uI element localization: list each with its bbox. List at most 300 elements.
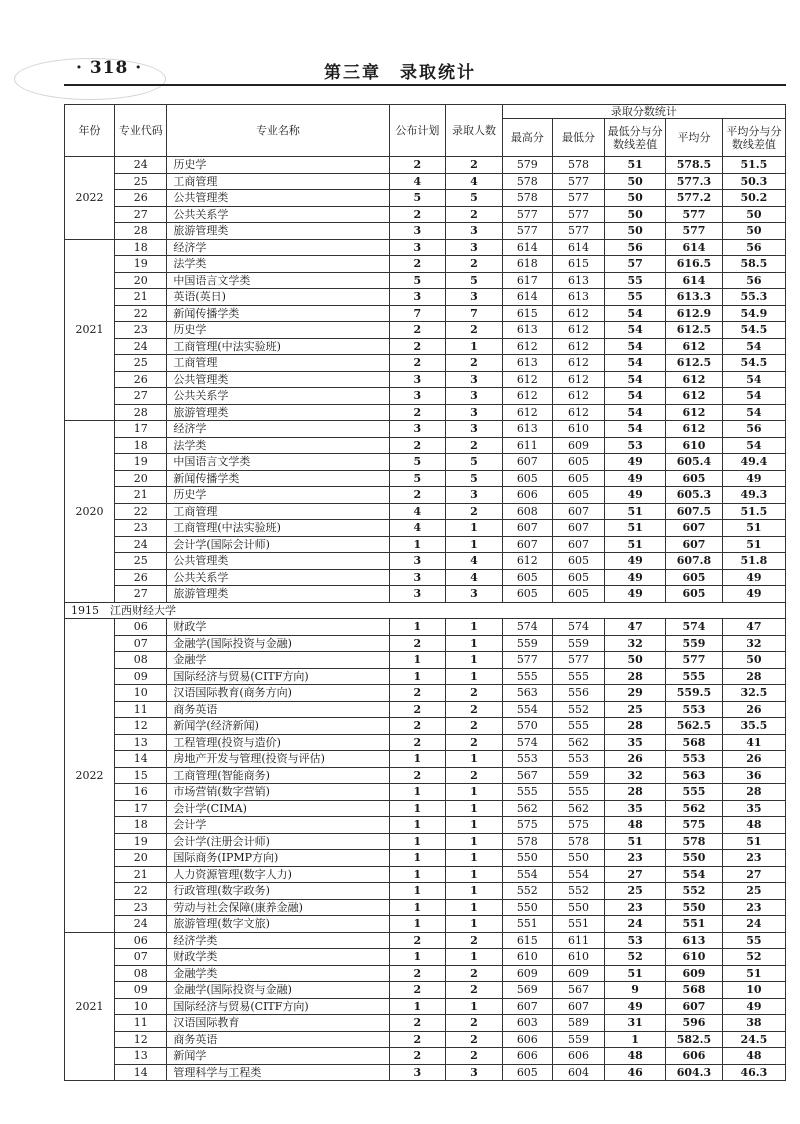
- admitted-cell: 1: [446, 338, 503, 355]
- header-year: 年份: [65, 105, 115, 157]
- max-cell: 614: [502, 289, 552, 306]
- avg-diff-cell: 58.5: [722, 256, 785, 273]
- plan-cell: 3: [389, 388, 446, 405]
- plan-cell: 1: [389, 883, 446, 900]
- plan-cell: 5: [389, 470, 446, 487]
- min-diff-cell: 50: [605, 223, 666, 240]
- header-code: 专业代码: [115, 105, 167, 157]
- min-cell: 574: [552, 619, 604, 636]
- code-cell: 18: [115, 817, 167, 834]
- max-cell: 612: [502, 553, 552, 570]
- admitted-cell: 2: [446, 767, 503, 784]
- min-cell: 605: [552, 454, 604, 471]
- avg-cell: 605: [666, 470, 723, 487]
- min-cell: 607: [552, 536, 604, 553]
- avg-cell: 607: [666, 520, 723, 537]
- avg-diff-cell: 56: [722, 272, 785, 289]
- table-row: [65, 1048, 786, 1065]
- max-cell: 554: [502, 701, 552, 718]
- plan-cell: 1: [389, 536, 446, 553]
- major-cell: 会计学(CIMA): [167, 800, 389, 817]
- code-cell: 20: [115, 470, 167, 487]
- admitted-cell: 3: [446, 421, 503, 438]
- min-cell: 605: [552, 586, 604, 603]
- code-cell: 08: [115, 652, 167, 669]
- avg-cell: 612: [666, 404, 723, 421]
- min-diff-cell: 1: [605, 1031, 666, 1048]
- max-cell: 613: [502, 322, 552, 339]
- code-cell: 12: [115, 1031, 167, 1048]
- header-row-1: [65, 105, 786, 119]
- avg-diff-cell: 48: [722, 817, 785, 834]
- table-row: [65, 899, 786, 916]
- plan-cell: 3: [389, 371, 446, 388]
- max-cell: 555: [502, 668, 552, 685]
- major-cell: 行政管理(数字政务): [167, 883, 389, 900]
- code-cell: 24: [115, 916, 167, 933]
- code-cell: 11: [115, 701, 167, 718]
- admitted-cell: 1: [446, 866, 503, 883]
- admitted-cell: 1: [446, 652, 503, 669]
- avg-diff-cell: 49.4: [722, 454, 785, 471]
- table-body-part-2: [65, 619, 786, 1081]
- major-cell: 旅游管理类: [167, 404, 389, 421]
- min-cell: 555: [552, 718, 604, 735]
- min-cell: 615: [552, 256, 604, 273]
- min-diff-cell: 23: [605, 850, 666, 867]
- min-diff-cell: 51: [605, 520, 666, 537]
- max-cell: 617: [502, 272, 552, 289]
- min-diff-cell: 54: [605, 338, 666, 355]
- avg-cell: 607.5: [666, 503, 723, 520]
- code-cell: 26: [115, 371, 167, 388]
- plan-cell: 5: [389, 272, 446, 289]
- table-row: [65, 916, 786, 933]
- avg-diff-cell: 10: [722, 982, 785, 999]
- plan-cell: 3: [389, 289, 446, 306]
- avg-cell: 552: [666, 883, 723, 900]
- table-row: [65, 751, 786, 768]
- major-cell: 工商管理: [167, 355, 389, 372]
- max-cell: 578: [502, 173, 552, 190]
- avg-cell: 568: [666, 734, 723, 751]
- major-cell: 会计学(国际会计师): [167, 536, 389, 553]
- code-cell: 07: [115, 949, 167, 966]
- min-diff-cell: 51: [605, 536, 666, 553]
- avg-cell: 612.5: [666, 355, 723, 372]
- avg-diff-cell: 51: [722, 536, 785, 553]
- code-cell: 09: [115, 982, 167, 999]
- plan-cell: 2: [389, 1031, 446, 1048]
- avg-cell: 550: [666, 850, 723, 867]
- min-diff-cell: 55: [605, 272, 666, 289]
- major-cell: 商务英语: [167, 1031, 389, 1048]
- min-diff-cell: 54: [605, 305, 666, 322]
- avg-diff-cell: 50: [722, 223, 785, 240]
- table-row: [65, 503, 786, 520]
- code-cell: 27: [115, 206, 167, 223]
- table-row: [65, 322, 786, 339]
- year-cell: 2022: [65, 157, 115, 240]
- table-row: [65, 817, 786, 834]
- min-cell: 610: [552, 949, 604, 966]
- header-min-diff: 最低分与分数线差值: [605, 119, 666, 157]
- code-cell: 10: [115, 685, 167, 702]
- min-diff-cell: 56: [605, 239, 666, 256]
- min-diff-cell: 46: [605, 1064, 666, 1081]
- major-cell: 汉语国际教育: [167, 1015, 389, 1032]
- min-diff-cell: 54: [605, 421, 666, 438]
- min-diff-cell: 51: [605, 503, 666, 520]
- table-row: [65, 272, 786, 289]
- year-cell: 2020: [65, 421, 115, 603]
- min-diff-cell: 28: [605, 668, 666, 685]
- table-row: [65, 784, 786, 801]
- table-row: [65, 701, 786, 718]
- min-diff-cell: 50: [605, 190, 666, 207]
- major-cell: 历史学: [167, 487, 389, 504]
- avg-diff-cell: 46.3: [722, 1064, 785, 1081]
- min-cell: 605: [552, 553, 604, 570]
- max-cell: 605: [502, 586, 552, 603]
- table-row: [65, 586, 786, 603]
- avg-cell: 575: [666, 817, 723, 834]
- max-cell: 577: [502, 652, 552, 669]
- max-cell: 579: [502, 157, 552, 174]
- avg-diff-cell: 49: [722, 569, 785, 586]
- min-diff-cell: 26: [605, 751, 666, 768]
- min-cell: 575: [552, 817, 604, 834]
- major-cell: 工商管理(中法实验班): [167, 338, 389, 355]
- min-diff-cell: 48: [605, 817, 666, 834]
- min-diff-cell: 50: [605, 206, 666, 223]
- avg-cell: 612: [666, 388, 723, 405]
- header-admitted: 录取人数: [446, 105, 503, 157]
- table-row: [65, 239, 786, 256]
- code-cell: 28: [115, 223, 167, 240]
- major-cell: 管理科学与工程类: [167, 1064, 389, 1081]
- max-cell: 559: [502, 635, 552, 652]
- plan-cell: 1: [389, 916, 446, 933]
- avg-cell: 605: [666, 569, 723, 586]
- avg-cell: 613: [666, 932, 723, 949]
- avg-diff-cell: 49.3: [722, 487, 785, 504]
- plan-cell: 1: [389, 619, 446, 636]
- plan-cell: 2: [389, 718, 446, 735]
- avg-diff-cell: 24: [722, 916, 785, 933]
- code-cell: 26: [115, 190, 167, 207]
- admitted-cell: 4: [446, 569, 503, 586]
- min-cell: 611: [552, 932, 604, 949]
- chapter-title: 第三章 录取统计: [324, 63, 476, 83]
- code-cell: 24: [115, 536, 167, 553]
- max-cell: 612: [502, 338, 552, 355]
- code-cell: 20: [115, 850, 167, 867]
- min-diff-cell: 49: [605, 586, 666, 603]
- code-cell: 12: [115, 718, 167, 735]
- plan-cell: 5: [389, 190, 446, 207]
- code-cell: 19: [115, 256, 167, 273]
- max-cell: 577: [502, 206, 552, 223]
- min-cell: 578: [552, 157, 604, 174]
- min-diff-cell: 53: [605, 437, 666, 454]
- major-cell: 房地产开发与管理(投资与评估): [167, 751, 389, 768]
- avg-cell: 553: [666, 701, 723, 718]
- table-row: [65, 157, 786, 174]
- min-cell: 612: [552, 338, 604, 355]
- admitted-cell: 5: [446, 454, 503, 471]
- min-cell: 559: [552, 1031, 604, 1048]
- avg-diff-cell: 26: [722, 751, 785, 768]
- code-cell: 17: [115, 421, 167, 438]
- avg-diff-cell: 54: [722, 437, 785, 454]
- header-major: 专业名称: [167, 105, 389, 157]
- institution-row: [65, 602, 786, 619]
- admitted-cell: 1: [446, 635, 503, 652]
- max-cell: 608: [502, 503, 552, 520]
- code-cell: 21: [115, 487, 167, 504]
- min-diff-cell: 24: [605, 916, 666, 933]
- plan-cell: 2: [389, 256, 446, 273]
- table-row: [65, 256, 786, 273]
- code-cell: 09: [115, 668, 167, 685]
- table-row: [65, 355, 786, 372]
- min-diff-cell: 55: [605, 289, 666, 306]
- avg-cell: 612: [666, 421, 723, 438]
- avg-diff-cell: 54: [722, 388, 785, 405]
- avg-diff-cell: 56: [722, 239, 785, 256]
- admitted-cell: 3: [446, 388, 503, 405]
- min-cell: 578: [552, 833, 604, 850]
- code-cell: 22: [115, 305, 167, 322]
- plan-cell: 2: [389, 437, 446, 454]
- table-row: [65, 454, 786, 471]
- code-cell: 13: [115, 734, 167, 751]
- admitted-cell: 2: [446, 437, 503, 454]
- table-row: [65, 982, 786, 999]
- code-cell: 13: [115, 1048, 167, 1065]
- min-diff-cell: 49: [605, 454, 666, 471]
- avg-cell: 577: [666, 652, 723, 669]
- table-row: [65, 223, 786, 240]
- avg-cell: 563: [666, 767, 723, 784]
- admitted-cell: 2: [446, 355, 503, 372]
- avg-cell: 578.5: [666, 157, 723, 174]
- avg-cell: 577.3: [666, 173, 723, 190]
- table-row: [65, 190, 786, 207]
- table-row: [65, 998, 786, 1015]
- avg-diff-cell: 35.5: [722, 718, 785, 735]
- major-cell: 财政学类: [167, 949, 389, 966]
- major-cell: 新闻传播学类: [167, 305, 389, 322]
- header-min: 最低分: [552, 119, 604, 157]
- code-cell: 25: [115, 553, 167, 570]
- max-cell: 562: [502, 800, 552, 817]
- plan-cell: 4: [389, 173, 446, 190]
- admitted-cell: 1: [446, 916, 503, 933]
- max-cell: 605: [502, 569, 552, 586]
- min-cell: 607: [552, 503, 604, 520]
- table-row: [65, 850, 786, 867]
- avg-cell: 559.5: [666, 685, 723, 702]
- admitted-cell: 1: [446, 883, 503, 900]
- min-diff-cell: 35: [605, 800, 666, 817]
- year-cell: 2022: [65, 619, 115, 933]
- admitted-cell: 2: [446, 1048, 503, 1065]
- min-cell: 577: [552, 190, 604, 207]
- avg-diff-cell: 51.8: [722, 553, 785, 570]
- major-cell: 会计学: [167, 817, 389, 834]
- max-cell: 574: [502, 619, 552, 636]
- plan-cell: 4: [389, 503, 446, 520]
- admitted-cell: 5: [446, 470, 503, 487]
- table-row: [65, 833, 786, 850]
- avg-cell: 604.3: [666, 1064, 723, 1081]
- table-row: [65, 619, 786, 636]
- admitted-cell: 2: [446, 322, 503, 339]
- max-cell: 605: [502, 470, 552, 487]
- plan-cell: 2: [389, 685, 446, 702]
- major-cell: 公共管理类: [167, 553, 389, 570]
- admitted-cell: 3: [446, 223, 503, 240]
- max-cell: 615: [502, 305, 552, 322]
- plan-cell: 2: [389, 767, 446, 784]
- table-row: [65, 437, 786, 454]
- plan-cell: 1: [389, 949, 446, 966]
- admitted-cell: 2: [446, 1031, 503, 1048]
- admitted-cell: 1: [446, 800, 503, 817]
- min-cell: 559: [552, 635, 604, 652]
- code-cell: 17: [115, 800, 167, 817]
- admitted-cell: 1: [446, 520, 503, 537]
- admitted-cell: 1: [446, 817, 503, 834]
- avg-cell: 562: [666, 800, 723, 817]
- min-diff-cell: 53: [605, 932, 666, 949]
- avg-diff-cell: 27: [722, 866, 785, 883]
- plan-cell: 2: [389, 487, 446, 504]
- plan-cell: 1: [389, 866, 446, 883]
- min-cell: 554: [552, 866, 604, 883]
- min-diff-cell: 54: [605, 388, 666, 405]
- admission-score-table: [64, 104, 786, 1081]
- avg-cell: 577: [666, 223, 723, 240]
- admitted-cell: 2: [446, 157, 503, 174]
- avg-cell: 577: [666, 206, 723, 223]
- major-cell: 汉语国际教育(商务方向): [167, 685, 389, 702]
- max-cell: 574: [502, 734, 552, 751]
- avg-cell: 609: [666, 965, 723, 982]
- major-cell: 金融学类: [167, 965, 389, 982]
- avg-diff-cell: 28: [722, 784, 785, 801]
- avg-diff-cell: 24.5: [722, 1031, 785, 1048]
- admitted-cell: 5: [446, 190, 503, 207]
- plan-cell: 1: [389, 784, 446, 801]
- major-cell: 市场营销(数字营销): [167, 784, 389, 801]
- avg-cell: 613.3: [666, 289, 723, 306]
- code-cell: 07: [115, 635, 167, 652]
- table-row: [65, 685, 786, 702]
- avg-cell: 596: [666, 1015, 723, 1032]
- avg-diff-cell: 56: [722, 421, 785, 438]
- major-cell: 英语(英日): [167, 289, 389, 306]
- avg-diff-cell: 32: [722, 635, 785, 652]
- table-row: [65, 388, 786, 405]
- max-cell: 609: [502, 965, 552, 982]
- avg-cell: 612.5: [666, 322, 723, 339]
- table-row: [65, 553, 786, 570]
- code-cell: 14: [115, 751, 167, 768]
- avg-diff-cell: 48: [722, 1048, 785, 1065]
- plan-cell: 3: [389, 223, 446, 240]
- table-row: [65, 487, 786, 504]
- plan-cell: 1: [389, 850, 446, 867]
- admitted-cell: 5: [446, 272, 503, 289]
- admitted-cell: 2: [446, 701, 503, 718]
- min-diff-cell: 54: [605, 404, 666, 421]
- table-row: [65, 718, 786, 735]
- admitted-cell: 2: [446, 734, 503, 751]
- code-cell: 20: [115, 272, 167, 289]
- admitted-cell: 2: [446, 982, 503, 999]
- min-cell: 612: [552, 355, 604, 372]
- avg-cell: 553: [666, 751, 723, 768]
- major-cell: 国际经济与贸易(CITF方向): [167, 998, 389, 1015]
- avg-cell: 616.5: [666, 256, 723, 273]
- admitted-cell: 1: [446, 899, 503, 916]
- code-cell: 06: [115, 932, 167, 949]
- avg-diff-cell: 54.5: [722, 355, 785, 372]
- min-diff-cell: 25: [605, 701, 666, 718]
- max-cell: 611: [502, 437, 552, 454]
- avg-diff-cell: 25: [722, 883, 785, 900]
- max-cell: 551: [502, 916, 552, 933]
- table-row: [65, 289, 786, 306]
- avg-diff-cell: 41: [722, 734, 785, 751]
- major-cell: 公共管理类: [167, 371, 389, 388]
- major-cell: 旅游管理类: [167, 223, 389, 240]
- max-cell: 555: [502, 784, 552, 801]
- plan-cell: 2: [389, 404, 446, 421]
- avg-diff-cell: 54: [722, 338, 785, 355]
- admitted-cell: 1: [446, 619, 503, 636]
- avg-diff-cell: 50: [722, 206, 785, 223]
- min-diff-cell: 54: [605, 355, 666, 372]
- avg-diff-cell: 23: [722, 850, 785, 867]
- table-row: [65, 767, 786, 784]
- avg-diff-cell: 51.5: [722, 157, 785, 174]
- year-cell: 2021: [65, 239, 115, 421]
- admitted-cell: 2: [446, 718, 503, 735]
- avg-diff-cell: 28: [722, 668, 785, 685]
- max-cell: 614: [502, 239, 552, 256]
- min-cell: 577: [552, 206, 604, 223]
- header-avg-diff: 平均分与分数线差值: [722, 119, 785, 157]
- admitted-cell: 1: [446, 998, 503, 1015]
- major-cell: 金融学(国际投资与金融): [167, 982, 389, 999]
- avg-diff-cell: 50: [722, 652, 785, 669]
- min-cell: 556: [552, 685, 604, 702]
- min-diff-cell: 32: [605, 767, 666, 784]
- min-cell: 604: [552, 1064, 604, 1081]
- avg-cell: 605.4: [666, 454, 723, 471]
- table-row: [65, 536, 786, 553]
- major-cell: 财政学: [167, 619, 389, 636]
- major-cell: 法学类: [167, 437, 389, 454]
- avg-diff-cell: 50.3: [722, 173, 785, 190]
- max-cell: 569: [502, 982, 552, 999]
- code-cell: 18: [115, 437, 167, 454]
- admitted-cell: 7: [446, 305, 503, 322]
